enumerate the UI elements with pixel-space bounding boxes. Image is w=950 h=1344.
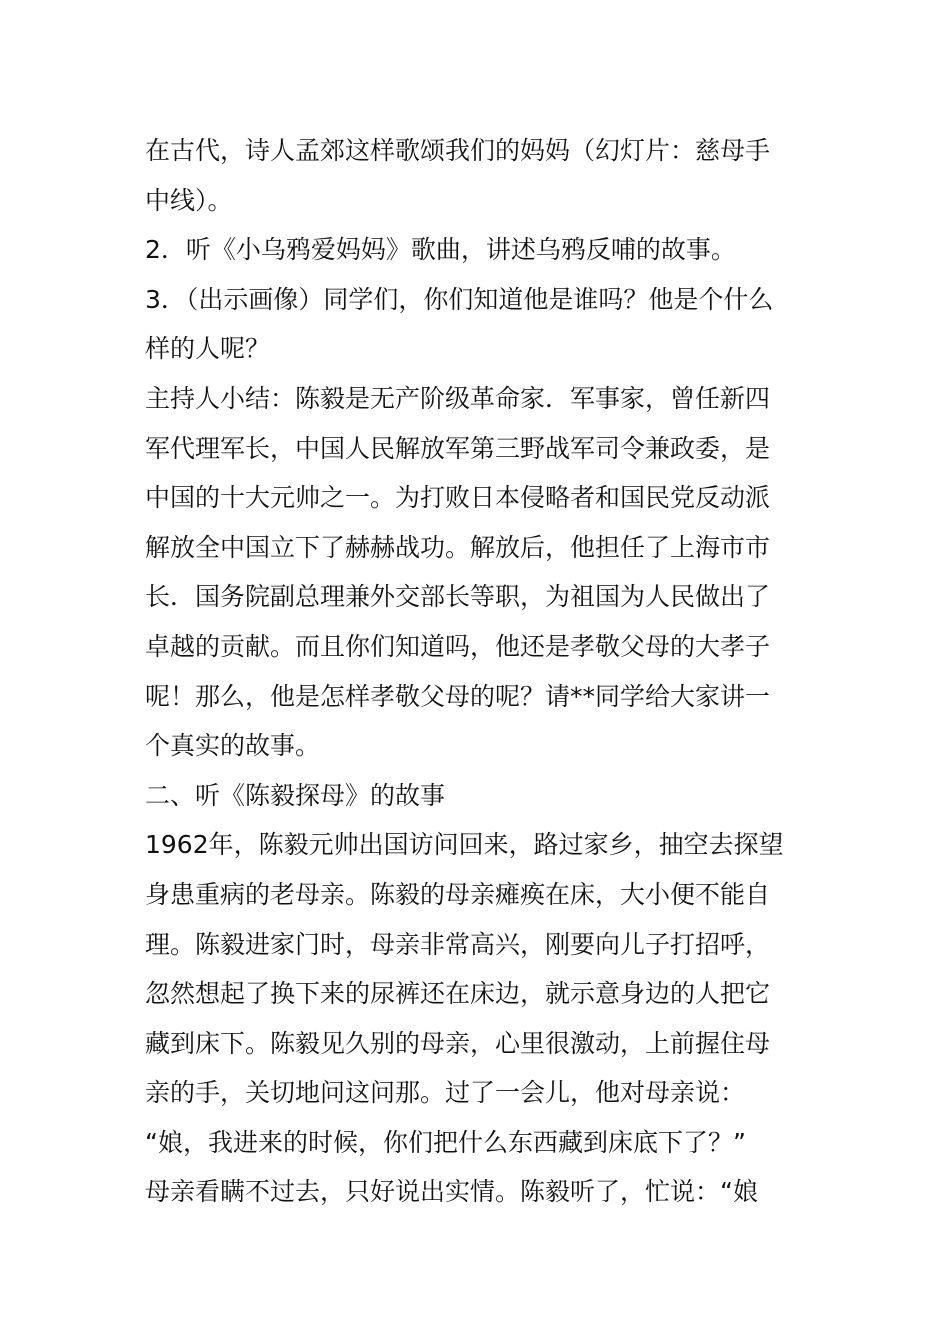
text-line: 在古代，诗人孟郊这样歌颂我们的妈妈（幻灯片：慈母手: [145, 136, 771, 165]
text-line: 1962年，陈毅元帅出国访问回来，路过家乡，抽空去探望: [145, 830, 784, 860]
text-line: 理。陈毅进家门时，母亲非常高兴，刚要向儿子打招呼，: [145, 929, 771, 959]
document-body: [145, 126, 810, 1217]
text-line: 藏到床下。陈毅见久别的母亲，心里很激动，上前握住母: [145, 1028, 771, 1058]
text-line: 2．听《小乌鸦爱妈妈》歌曲，讲述乌鸦反哺的故事。: [145, 235, 736, 265]
text-line: 3．（出示画像）同学们，你们知道他是谁吗？他是个什么: [145, 284, 774, 314]
text-line: 呢！那么，他是怎样孝敬父母的呢？请**同学给大家讲一: [145, 681, 771, 711]
text-line: 身患重病的老母亲。陈毅的母亲瘫痪在床，大小便不能自: [145, 879, 771, 909]
text-line: 中国的十大元帅之一。为打败日本侵略者和国民党反动派: [145, 483, 771, 513]
text-line: 个真实的故事。: [145, 731, 321, 761]
text-line: 主持人小结：陈毅是无产阶级革命家．军事家，曾任新四: [145, 383, 771, 413]
section-heading: 二、听《陈毅探母》的故事: [145, 780, 446, 810]
text-line: 军代理军长，中国人民解放军第三野战军司令兼政委，是: [145, 433, 771, 463]
text-line: 忽然想起了换下来的尿裤还在床边，就示意身边的人把它: [145, 979, 771, 1009]
text-line: 长．国务院副总理兼外交部长等职，为祖国为人民做出了: [145, 582, 771, 612]
text-line: 卓越的贡献。而且你们知道吗，他还是孝敬父母的大孝子: [145, 631, 771, 661]
text-line: 母亲看瞒不过去，只好说出实情。陈毅听了，忙说：“娘: [145, 1177, 758, 1207]
text-line: 亲的手，关切地问这问那。过了一会儿，他对母亲说：: [145, 1078, 746, 1108]
text-line: 中线）。: [145, 185, 233, 215]
text-line: 样的人呢？: [145, 334, 271, 364]
text-line: “娘，我进来的时候，你们把什么东西藏到床底下了？”: [145, 1127, 746, 1157]
text-line: 解放全中国立下了赫赫战功。解放后，他担任了上海市市: [145, 532, 771, 562]
